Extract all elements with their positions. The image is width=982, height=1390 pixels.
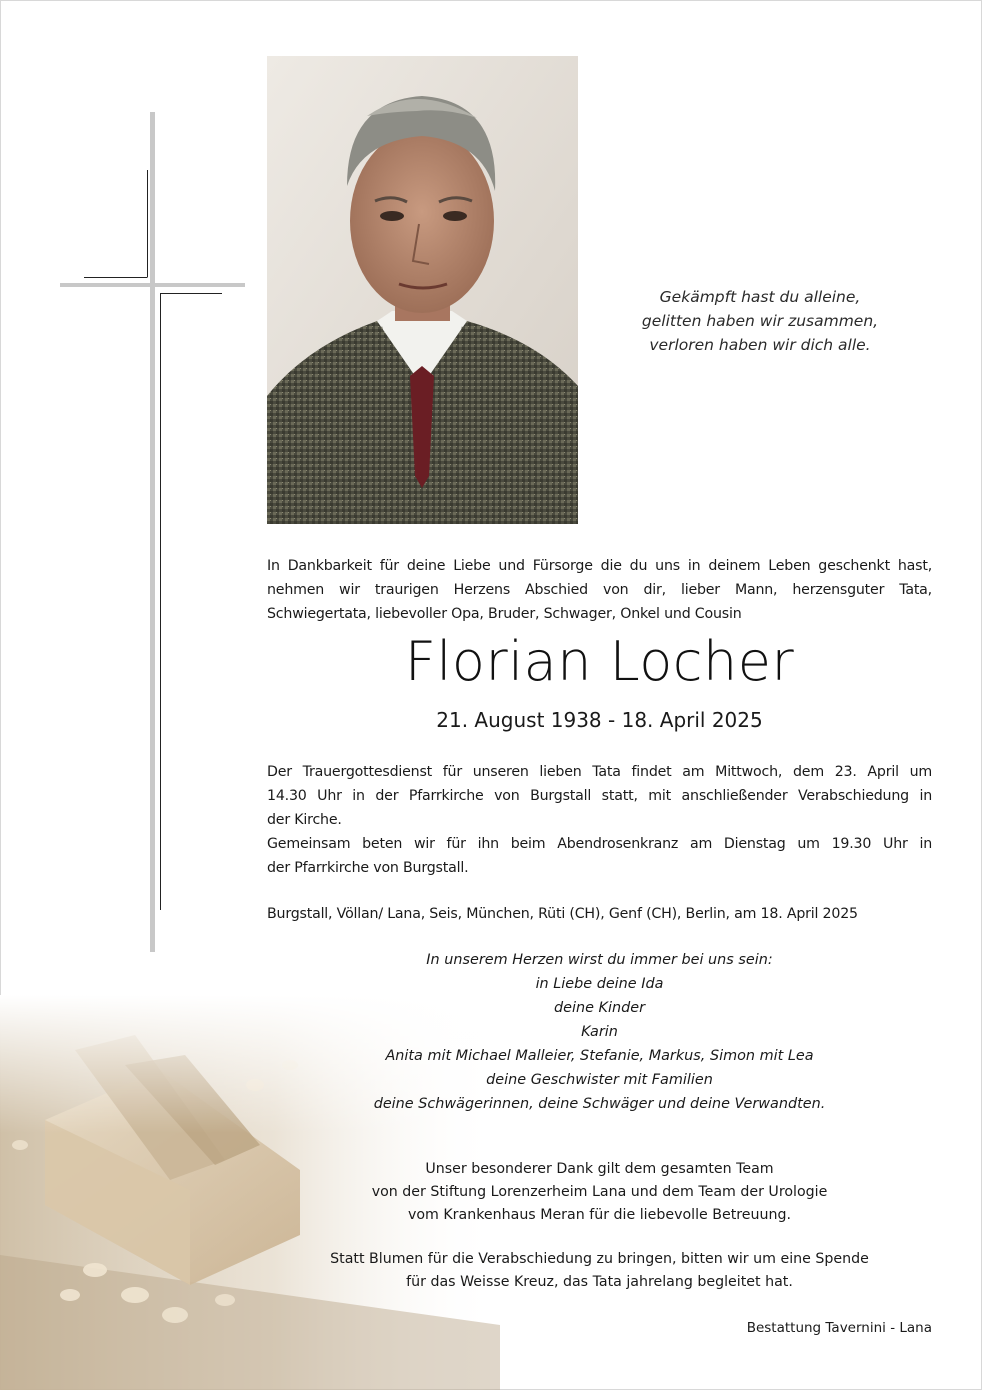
thanks-line: vom Krankenhaus Meran für die liebevolle Betreuung.: [407, 1207, 792, 1223]
life-dates: 21. August 1938 - 18. April 2025: [436, 708, 763, 732]
motto-line: gelitten haben wir zusammen,: [641, 312, 879, 330]
intro-line: In Dankbarkeit für deine Liebe und Fürsorge die du uns in deinem Leben geschenkt hast,: [267, 558, 932, 574]
service-line: Der Trauergottesdienst für unseren lieben Tata findet am Mittwoch, dem 23. April um: [267, 764, 932, 780]
service-line: der Pfarrkirche von Burgstall.: [267, 860, 469, 876]
motto-line: verloren haben wir dich alle.: [649, 336, 871, 354]
portrait-photo: [267, 56, 578, 524]
mourners-line: in Liebe deine Ida: [535, 976, 664, 992]
thanks-paragraph: [267, 1158, 932, 1227]
service-line: Gemeinsam beten wir für ihn beim Abendrosenkranz am Dienstag um 19.30 Uhr in: [267, 836, 932, 852]
donation-paragraph: [267, 1248, 932, 1294]
donation-line: Statt Blumen für die Verabschiedung zu bringen, bitten wir um eine Spende: [330, 1251, 869, 1267]
thanks-line: von der Stiftung Lorenzerheim Lana und dem Team der Urologie: [371, 1184, 828, 1200]
motto-line: Gekämpft hast du alleine,: [659, 288, 861, 306]
service-paragraph: [267, 760, 932, 880]
mourners-line: deine Schwägerinnen, deine Schwäger und deine Verwandten.: [373, 1096, 826, 1112]
intro-line: Schwiegertata, liebevoller Opa, Bruder, Schwager, Onkel und Cousin: [267, 606, 742, 622]
service-line: 14.30 Uhr in der Pfarrkirche von Burgstall statt, mit anschließender Verabschiedung in: [267, 788, 932, 804]
funeral-home-footer: Bestattung Tavernini - Lana: [746, 1320, 932, 1336]
donation-line: für das Weisse Kreuz, das Tata jahrelang begleitet hat.: [406, 1274, 793, 1290]
intro-line: nehmen wir traurigen Herzens Abschied von dir, lieber Mann, herzensguter Tata,: [267, 582, 932, 598]
mourners-line: Karin: [581, 1024, 618, 1040]
deceased-name: Florian Locher: [404, 630, 795, 693]
service-line: der Kirche.: [267, 812, 342, 828]
motto-verse: [610, 285, 910, 357]
mourners-line: In unserem Herzen wirst du immer bei uns sein:: [426, 952, 773, 968]
place-date: Burgstall, Völlan/ Lana, Seis, München, Rüti (CH), Genf (CH), Berlin, am 18. April 2025: [267, 906, 858, 922]
cross-icon: [0, 0, 260, 960]
thanks-line: Unser besonderer Dank gilt dem gesamten Team: [425, 1161, 774, 1177]
mourners-list: [267, 948, 932, 1116]
mourners-line: Anita mit Michael Malleier, Stefanie, Markus, Simon mit Lea: [385, 1048, 814, 1064]
intro-paragraph: [267, 554, 932, 626]
mourners-line: deine Geschwister mit Familien: [486, 1072, 713, 1088]
mourners-line: deine Kinder: [554, 1000, 645, 1016]
